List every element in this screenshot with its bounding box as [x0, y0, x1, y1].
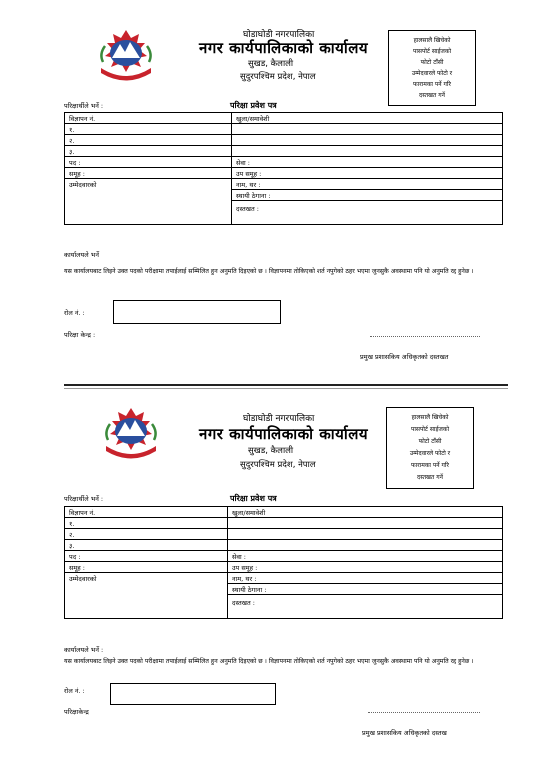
form-subject: परिक्षा प्रवेश पत्र: [230, 494, 277, 503]
photo-note-line: हालसालै खिचेको: [413, 37, 451, 44]
ad-cell-1[interactable]: [232, 124, 503, 135]
signature-line: [368, 712, 480, 713]
officer-sign-label: प्रमुख प्रशासकिय अधिकृतको दस्तख: [362, 729, 447, 737]
photo-note-line: फारामका पर्ने गरि: [413, 81, 451, 88]
service-label: सेवा :: [228, 551, 503, 562]
photo-note-line: हालसालै खिचेको: [411, 414, 449, 421]
photo-note-line: दस्तखत गर्ने: [417, 474, 443, 481]
nepal-emblem-icon: [95, 26, 157, 84]
form-subject: परिक्षा प्रवेश पत्र: [230, 101, 277, 110]
photo-note-line: दस्तखत गर्ने: [419, 92, 445, 99]
roll-number-box[interactable]: [110, 683, 276, 705]
service-label: सेवा :: [232, 157, 503, 168]
candidate-sign-space: [65, 595, 228, 619]
candidate-sign-space: [65, 190, 232, 201]
ad-row-2: २.: [65, 135, 232, 146]
photo-note-line: पासपोर्ट साईजको: [410, 426, 450, 433]
ad-cell-3[interactable]: [232, 146, 503, 157]
ad-row-1: १.: [65, 518, 228, 529]
candidate-sign-label: उम्मेदवारको: [65, 179, 232, 190]
open-inclusive-label: खुला/समावेशी: [232, 113, 503, 124]
office-city: सुखड, कैलाली: [248, 59, 294, 69]
office-name: नगर कार्यपालिकाको कार्यालय: [199, 39, 369, 57]
photo-note-line: उम्मेदवारले फोटो र: [411, 70, 453, 77]
candidate-sign-space: [65, 584, 228, 595]
permanent-address-label: स्थायी ठेगाना :: [232, 190, 503, 201]
municipality-name: घोडाघोडी नगरपालिका: [243, 30, 315, 40]
photo-note-line: पासपोर्ट साईजको: [412, 48, 452, 55]
subgroup-label: उप समूह :: [232, 168, 503, 179]
roll-label: रोल नं. :: [64, 687, 85, 695]
ad-row-3: ३.: [65, 540, 228, 551]
office-province: सुदुरपश्चिम प्रदेश, नेपाल: [240, 72, 316, 82]
cut-line: [64, 384, 508, 386]
ad-row-3: ३.: [65, 146, 232, 157]
office-fill-label: कार्यालयले भर्ने: [64, 251, 99, 259]
exam-center-label: परिक्षाकेन्द्र: [64, 708, 89, 716]
roll-number-box[interactable]: [113, 300, 281, 324]
post-label: पद :: [65, 157, 232, 168]
admit-form-table: [64, 506, 503, 619]
name-surname-label: नाम, थर :: [228, 573, 503, 584]
exam-center-label: परिक्षा केन्द्र :: [64, 331, 96, 339]
candidate-fill-label: परिक्षार्थीले भर्ने :: [64, 495, 104, 503]
photo-box: [388, 30, 476, 106]
ad-cell-2[interactable]: [232, 135, 503, 146]
photo-note-line: फारामका पर्ने गरि: [411, 462, 449, 469]
office-province: सुदुरपश्चिम प्रदेश, नेपाल: [240, 460, 316, 470]
photo-note-line: फोटो टाँसी: [420, 59, 444, 66]
office-fill-label: कार्यालयले भर्ने :: [64, 646, 104, 654]
group-label: समूह :: [65, 562, 228, 573]
roll-label: रोल नं. :: [64, 309, 85, 317]
office-city: सुखड, कैलाली: [248, 446, 294, 456]
subgroup-label: उप समूह :: [228, 562, 503, 573]
photo-note-line: उम्मेदवारले फोटो र: [409, 450, 451, 457]
permission-text: यस कार्यालयबाट लिइने उक्त पदको परीक्षामा तपाईलाई सम्मिलित हुन अनुमति दिइएको छ । विज्ञापनमा तोकिएको शर्त नपुगेको ठहर भएमा जुनसुकै अवस्थामा पनि यो अनुमति रद्द हुनेछ ।: [64, 268, 474, 275]
permanent-address-label: स्थायी ठेगाना :: [228, 584, 503, 595]
admit-form-table: [64, 112, 503, 225]
name-surname-label: नाम, थर :: [232, 179, 503, 190]
photo-note-line: फोटो टाँसी: [418, 438, 442, 445]
post-label: पद :: [65, 551, 228, 562]
ad-no-label: विज्ञापन नं.: [65, 113, 232, 124]
signature-label: दस्तखत :: [232, 201, 503, 225]
ad-cell-3[interactable]: [228, 540, 503, 551]
open-inclusive-label: खुला/समावेशी: [228, 507, 503, 518]
ad-cell-1[interactable]: [228, 518, 503, 529]
office-name: नगर कार्यपालिकाको कार्यालय: [199, 425, 369, 443]
candidate-fill-label: परिक्षार्थीले भर्ने :: [64, 102, 104, 110]
ad-cell-2[interactable]: [228, 529, 503, 540]
ad-no-label: विज्ञापन नं.: [65, 507, 228, 518]
ad-row-1: १.: [65, 124, 232, 135]
group-label: समूह :: [65, 168, 232, 179]
permission-text: यस कार्यालयबाट लिइने उक्त पदको परीक्षामा तपाईलाई सम्मिलित हुन अनुमति दिइएको छ । विज्ञापनमा तोकिएको शर्त नपुगेको ठहर भएमा जुनसुकै अवस्थामा पनि यो अनुमति रद्द हुनेछ ।: [64, 658, 474, 665]
photo-box: [386, 407, 474, 489]
officer-sign-label: प्रमुख प्रशासकिय अधिकृतको दस्तखत: [360, 353, 449, 361]
municipality-name: घोडाघोडी नगरपालिका: [243, 414, 315, 424]
candidate-sign-label: उम्मेदवारको: [65, 573, 228, 584]
ad-row-2: २.: [65, 529, 228, 540]
cut-line: [64, 388, 508, 389]
signature-label: दस्तखत :: [228, 595, 503, 619]
nepal-emblem-icon: [100, 404, 162, 462]
signature-line: [370, 336, 480, 337]
candidate-sign-space: [65, 201, 232, 225]
